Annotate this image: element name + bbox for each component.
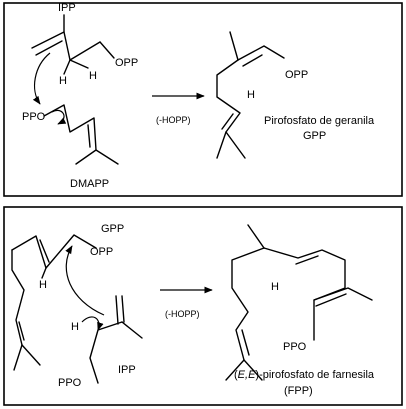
condition-label: (-HOPP)	[156, 115, 191, 125]
ipp-reactant-ppo-label: PPO	[58, 377, 82, 389]
gpp-product-name: Pirofosfato de geranila	[264, 115, 375, 127]
gpp-reactant-h-label: H	[39, 279, 47, 291]
gpp-reactant-opp-label: OPP	[90, 246, 114, 258]
ipp-reactant-h-label: H	[71, 321, 79, 333]
gpp-product-opp-label: OPP	[285, 69, 309, 81]
ipp-h-label-2: H	[89, 70, 97, 82]
dmapp-ppo-label: PPO	[22, 111, 46, 123]
electron-arrow-icon	[82, 317, 99, 330]
fpp-product-name: (E,E)-pirofosfato de farnesila	[234, 369, 375, 381]
gpp-product-abbr: GPP	[303, 130, 327, 142]
dmapp-label: DMAPP	[70, 178, 110, 190]
ipp-h-label-1: H	[59, 75, 67, 87]
electron-arrow-icon	[52, 110, 64, 124]
gpp-reactant-label: GPP	[101, 223, 125, 235]
fpp-product-h-label: H	[271, 281, 279, 293]
ipp-reactant-label: IPP	[118, 364, 136, 376]
ipp-molecule	[32, 15, 114, 74]
dmapp-molecule	[44, 105, 118, 164]
fpp-product-molecule	[226, 225, 372, 380]
electron-arrow-icon	[35, 53, 50, 104]
condition-label-2: (-HOPP)	[165, 309, 200, 319]
ipp-label: IPP	[58, 2, 76, 14]
fpp-product-ppo-label: PPO	[283, 341, 307, 353]
fpp-product-abbr: (FPP)	[284, 385, 313, 397]
gpp-product-h-label: H	[247, 89, 255, 101]
ipp-opp-label: OPP	[115, 57, 139, 69]
